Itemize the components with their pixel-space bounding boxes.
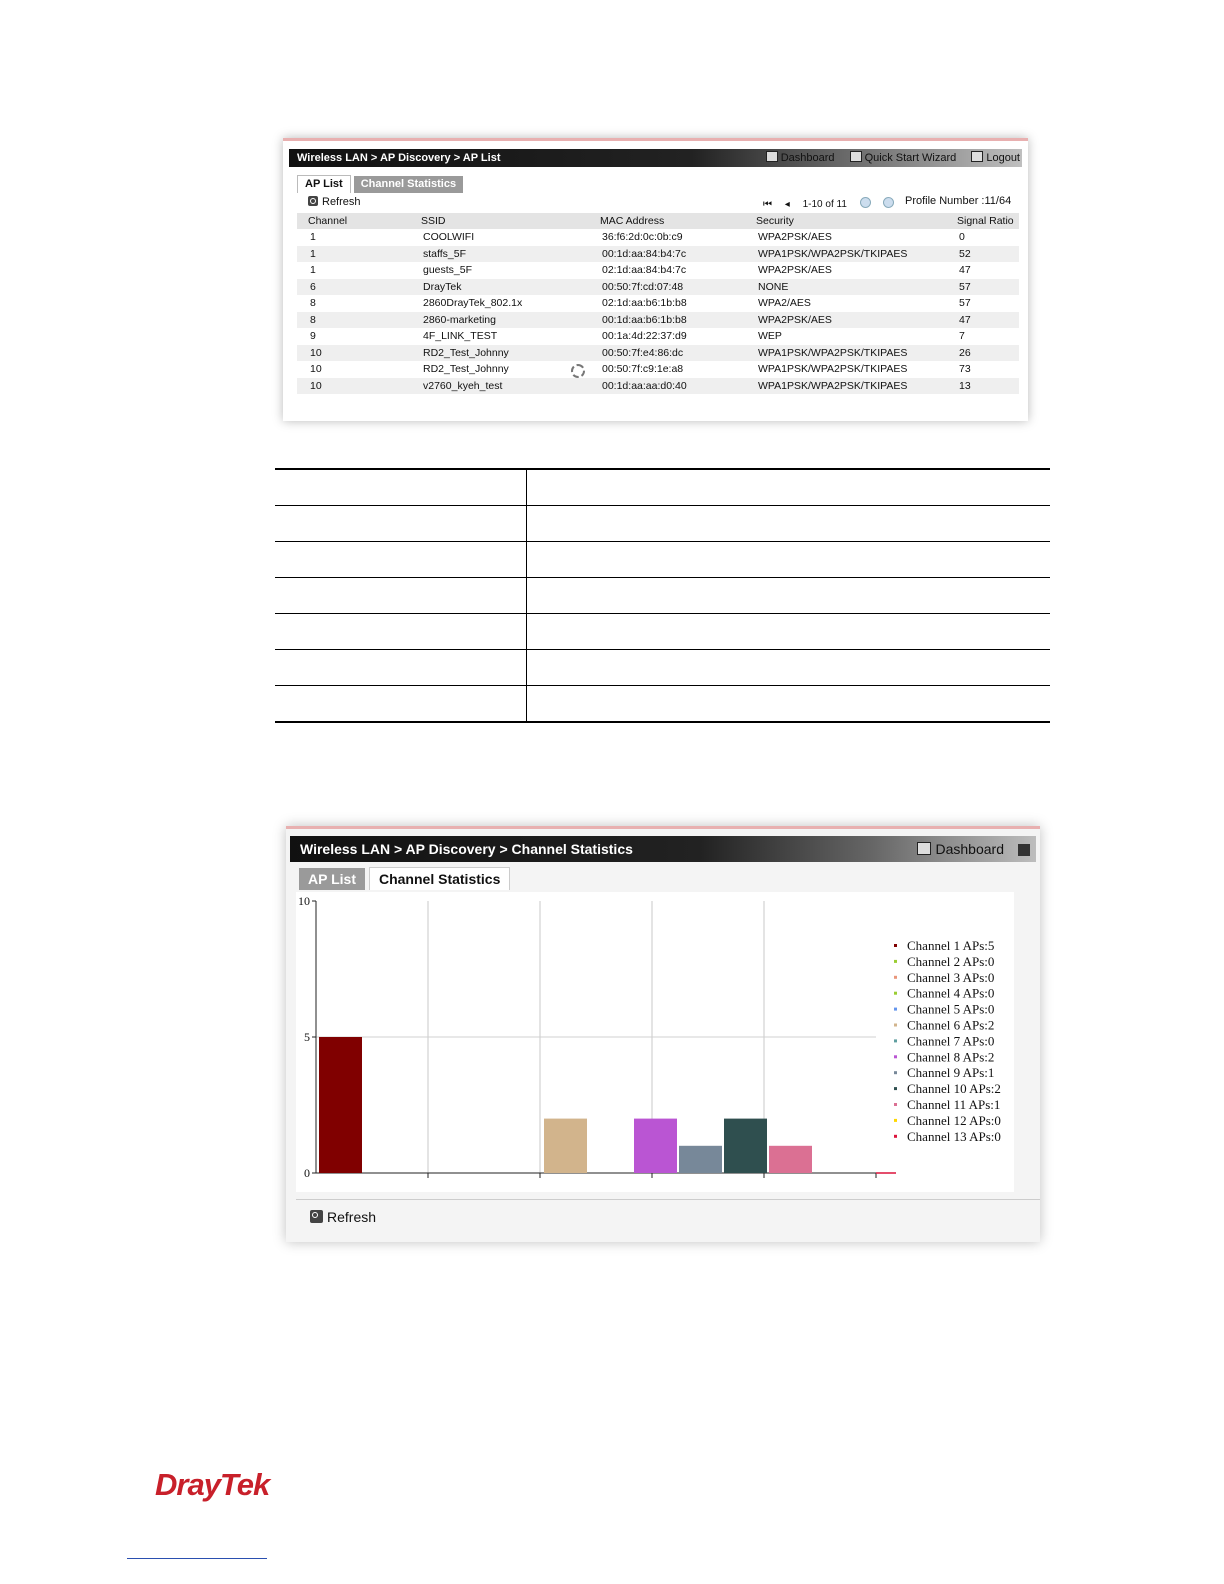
- wizard-icon: [850, 151, 862, 162]
- legend-swatch: [894, 1087, 897, 1090]
- table-cell: [527, 542, 1051, 578]
- dashboard-icon: [766, 151, 778, 162]
- tab-bar: [299, 867, 514, 889]
- legend-item: Channel 2 APs:0: [907, 953, 995, 969]
- table-row: [275, 614, 1050, 650]
- table-cell: 57: [946, 279, 1019, 296]
- table-cell: [527, 506, 1051, 542]
- quick-start-link[interactable]: [850, 152, 957, 164]
- table-cell: 00:1d:aa:b6:1b:b8: [589, 312, 745, 329]
- legend-item: Channel 1 APs:5: [907, 938, 995, 953]
- legend-swatch: [894, 1103, 897, 1106]
- table-cell: 13: [946, 378, 1019, 395]
- footer-divider: [127, 1558, 267, 1559]
- table-cell: NONE: [745, 279, 946, 296]
- table-row: [275, 578, 1050, 614]
- table-cell: 1: [310, 264, 316, 277]
- table-cell: 26: [946, 345, 1019, 362]
- table-cell: 10: [310, 363, 322, 376]
- table-cell: WPA2PSK/AES: [745, 312, 946, 329]
- legend-item: Channel 8 APs:2: [907, 1049, 995, 1065]
- table-cell: 0: [959, 231, 965, 244]
- table-cell: 00:1d:aa:aa:d0:40: [589, 378, 745, 395]
- y-tick-label: 0: [304, 1166, 310, 1180]
- refresh-icon: [310, 1210, 323, 1223]
- table-cell: 10: [297, 345, 410, 362]
- table-cell: WEP: [758, 330, 782, 343]
- next-page-icon[interactable]: [860, 197, 871, 208]
- table-row[interactable]: [297, 378, 1019, 395]
- table-row[interactable]: [297, 328, 1019, 345]
- first-page-icon[interactable]: ⏮: [763, 199, 772, 210]
- table-cell: [275, 578, 527, 614]
- bar-channel-10: [724, 1119, 767, 1173]
- table-cell: [527, 578, 1051, 614]
- loading-spinner-icon: [571, 364, 585, 378]
- table-cell: [527, 614, 1051, 650]
- table-cell: WPA2/AES: [758, 297, 811, 310]
- table-cell: 1: [297, 246, 410, 263]
- table-cell: 2860DrayTek_802.1x: [423, 297, 523, 310]
- tab-ap-list[interactable]: AP List: [297, 175, 351, 193]
- legend-item: Channel 12 APs:0: [907, 1112, 1001, 1128]
- table-cell: 02:1d:aa:b6:1b:b8: [602, 297, 687, 310]
- refresh-button[interactable]: [308, 196, 361, 208]
- bar-channel-6: [544, 1119, 587, 1173]
- refresh-label: Refresh: [327, 1209, 377, 1225]
- table-row[interactable]: [297, 262, 1019, 279]
- dashboard-label: Dashboard: [935, 841, 1004, 857]
- channel-chart: [296, 892, 1014, 1192]
- table-row[interactable]: [297, 246, 1019, 263]
- table-cell: guests_5F: [423, 264, 473, 277]
- table-cell: 8: [297, 312, 410, 329]
- table-cell: 9: [310, 330, 316, 343]
- legend-swatch: [894, 1135, 897, 1138]
- table-cell: COOLWIFI: [423, 231, 475, 244]
- table-cell: 52: [946, 246, 1019, 263]
- table-cell: [527, 650, 1051, 686]
- tab-ap-list[interactable]: AP List: [299, 868, 365, 890]
- table-cell: [275, 614, 527, 650]
- legend-item: Channel 6 APs:2: [907, 1017, 995, 1033]
- channel-statistics-panel: [286, 826, 1040, 1242]
- table-cell: [275, 650, 527, 686]
- table-cell: 00:1d:aa:84:b4:7c: [589, 246, 745, 263]
- top-nav: [754, 149, 1020, 167]
- table-row[interactable]: [297, 295, 1019, 312]
- legend-swatch: [894, 1008, 897, 1011]
- table-cell: staffs_5F: [410, 246, 589, 263]
- ap-list-panel: [283, 138, 1028, 421]
- tab-channel-statistics[interactable]: Channel Statistics: [354, 176, 463, 193]
- column-header: Security: [745, 213, 946, 229]
- column-header: MAC Address: [589, 213, 745, 229]
- table-row: [275, 506, 1050, 542]
- legend-swatch: [894, 992, 897, 995]
- table-cell: 10: [297, 378, 410, 395]
- legend-item: Channel 11 APs:1: [907, 1097, 1001, 1112]
- table-cell: 1: [310, 231, 316, 244]
- table-cell: 2860-marketing: [410, 312, 589, 329]
- draytek-logo: DrayTek: [155, 1467, 270, 1502]
- legend-item: Channel 4 APs:0: [907, 985, 995, 1001]
- table-cell: 6: [297, 279, 410, 296]
- legend-item: Channel 3 APs:0: [907, 969, 995, 985]
- table-cell: [275, 686, 527, 723]
- dashboard-label: Dashboard: [780, 152, 835, 164]
- logout-label: Logout: [986, 152, 1020, 164]
- quick-start-label: Quick Start Wizard: [864, 152, 957, 164]
- table-cell: RD2_Test_Johnny: [423, 363, 509, 376]
- legend-item: Channel 9 APs:1: [907, 1065, 995, 1081]
- y-tick-label: 5: [304, 1030, 310, 1044]
- column-header: Channel: [297, 213, 410, 229]
- refresh-icon: [308, 196, 318, 206]
- table-cell: WPA1PSK/WPA2PSK/TKIPAES: [745, 345, 946, 362]
- tab-channel-statistics[interactable]: Channel Statistics: [369, 867, 510, 890]
- table-cell: 00:50:7f:c9:1e:a8: [602, 363, 684, 376]
- table-cell: 02:1d:aa:84:b4:7c: [602, 264, 687, 277]
- legend-item: Channel 5 APs:0: [907, 1001, 995, 1017]
- table-row: [275, 686, 1050, 723]
- table-cell: [275, 542, 527, 578]
- y-tick-label: 10: [298, 894, 310, 908]
- legend-swatch: [894, 1071, 897, 1074]
- table-row[interactable]: [297, 312, 1019, 329]
- tab-bar: [297, 174, 466, 192]
- legend-item: Channel 7 APs:0: [907, 1033, 995, 1049]
- legend-swatch: [894, 1039, 897, 1042]
- prev-page-icon[interactable]: ◂: [784, 199, 790, 210]
- bar-channel-11: [769, 1146, 812, 1173]
- page-title: Wireless LAN > AP Discovery > AP List: [289, 149, 1022, 167]
- table-cell: 00:50:7f:e4:86:dc: [589, 345, 745, 362]
- table-cell: WPA1PSK/WPA2PSK/TKIPAES: [745, 246, 946, 263]
- logout-icon: [971, 151, 983, 162]
- table-cell: 8: [310, 297, 316, 310]
- table-cell: WPA2PSK/AES: [758, 264, 832, 277]
- column-header: Signal Ratio: [946, 213, 1019, 229]
- divider: [296, 1199, 1040, 1200]
- table-cell: 57: [959, 297, 971, 310]
- table-cell: 00:1a:4d:22:37:d9: [602, 330, 687, 343]
- legend-swatch: [894, 1024, 897, 1027]
- legend-swatch: [894, 1119, 897, 1122]
- table-cell: [527, 686, 1051, 723]
- table-cell: 7: [959, 330, 965, 343]
- table-cell: 4F_LINK_TEST: [423, 330, 498, 343]
- wizard-icon[interactable]: [1018, 844, 1030, 856]
- table-row: [275, 650, 1050, 686]
- bar-channel-8: [634, 1119, 677, 1173]
- bar-channel-1: [319, 1037, 362, 1173]
- refresh-button[interactable]: [310, 1209, 376, 1225]
- table-cell: [527, 469, 1051, 506]
- dashboard-link[interactable]: [766, 152, 835, 164]
- legend-swatch: [894, 960, 897, 963]
- last-page-icon[interactable]: [883, 197, 894, 208]
- table-cell: WPA1PSK/WPA2PSK/TKIPAES: [758, 363, 908, 376]
- column-header: SSID: [410, 213, 589, 229]
- legend-swatch: [894, 976, 897, 979]
- table-cell: 36:f6:2d:0c:0b:c9: [602, 231, 683, 244]
- dashboard-link[interactable]: [917, 836, 1031, 862]
- profile-number: Profile Number :11/64: [905, 195, 1012, 207]
- legend-item: Channel 13 APs:0: [907, 1128, 1001, 1144]
- logout-link[interactable]: [971, 152, 1020, 164]
- table-cell: 00:50:7f:cd:07:48: [589, 279, 745, 296]
- description-table: [275, 468, 1050, 723]
- pager-text: 1-10 of 11: [802, 199, 847, 210]
- table-row: [275, 469, 1050, 506]
- table-cell: WPA1PSK/WPA2PSK/TKIPAES: [745, 378, 946, 395]
- table-cell: v2760_kyeh_test: [410, 378, 589, 395]
- chart-area: [296, 892, 1014, 1192]
- table-cell: 47: [946, 312, 1019, 329]
- ap-table: [297, 213, 1019, 394]
- bar-channel-9: [679, 1146, 722, 1173]
- refresh-label: Refresh: [322, 196, 361, 208]
- table-row[interactable]: [297, 229, 1019, 246]
- table-row[interactable]: [297, 279, 1019, 296]
- pager: [763, 197, 904, 210]
- table-row: [275, 542, 1050, 578]
- table-cell: [275, 506, 527, 542]
- page-title: Wireless LAN > AP Discovery > Channel Statistics: [290, 836, 1036, 862]
- table-cell: RD2_Test_Johnny: [410, 345, 589, 362]
- table-cell: 47: [959, 264, 971, 277]
- table-cell: 73: [959, 363, 971, 376]
- table-row[interactable]: [297, 361, 1019, 378]
- table-cell: DrayTek: [410, 279, 589, 296]
- dashboard-icon: [917, 842, 931, 855]
- table-cell: WPA2PSK/AES: [758, 231, 832, 244]
- legend-item: Channel 10 APs:2: [907, 1081, 1001, 1097]
- table-cell: [275, 469, 527, 506]
- legend-swatch: [894, 944, 897, 947]
- legend-swatch: [894, 1055, 897, 1058]
- table-row[interactable]: [297, 345, 1019, 362]
